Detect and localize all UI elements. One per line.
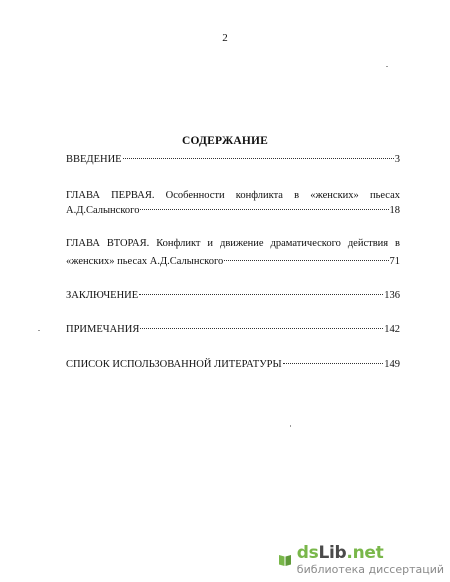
toc-entry-page: 136 bbox=[384, 290, 400, 301]
scan-speck bbox=[290, 425, 291, 427]
watermark-tagline: библиотека диссертаций bbox=[296, 563, 444, 576]
toc-entry-chapter-one bbox=[66, 189, 400, 218]
scan-speck bbox=[386, 66, 388, 67]
toc-entry-introduction bbox=[66, 153, 400, 167]
toc-entry-title-line1: ГЛАВА ВТОРАЯ. Конфликт и движение драматического действия в bbox=[66, 238, 400, 249]
book-icon bbox=[277, 552, 293, 568]
toc-entry-page: 71 bbox=[389, 256, 400, 267]
toc-entry-title-line2: А.Д.Салынского bbox=[66, 205, 140, 216]
toc-entry-title-line1: ГЛАВА ПЕРВАЯ. Особенности конфликта в «женских» пьесах bbox=[66, 190, 400, 201]
toc-leader-dots bbox=[139, 294, 383, 295]
toc-entry-bibliography bbox=[66, 358, 400, 372]
toc-heading: СОДЕРЖАНИЕ bbox=[181, 135, 269, 147]
toc-entry-chapter-two bbox=[66, 237, 400, 269]
toc-leader-dots bbox=[123, 158, 394, 159]
toc-entry-page: 149 bbox=[384, 359, 400, 370]
toc-entry-page: 18 bbox=[389, 205, 400, 216]
scan-speck bbox=[38, 330, 40, 331]
toc-leader-dots bbox=[140, 328, 383, 329]
toc-entry-page: 3 bbox=[394, 154, 400, 165]
toc-entry-notes bbox=[66, 323, 400, 337]
toc-leader-dots bbox=[140, 209, 388, 210]
watermark-logo: dsLib.net bbox=[296, 543, 384, 563]
watermark bbox=[277, 543, 444, 576]
toc-entry-conclusion bbox=[66, 289, 400, 303]
page-number: 2 bbox=[222, 32, 228, 44]
toc-entry-page: 142 bbox=[384, 324, 400, 335]
toc-entry-title: ЗАКЛЮЧЕНИЕ bbox=[66, 290, 139, 301]
toc-leader-dots bbox=[283, 363, 384, 364]
toc-entry-title: ВВЕДЕНИЕ bbox=[66, 154, 122, 165]
toc-entry-title: ПРИМЕЧАНИЯ bbox=[66, 324, 140, 335]
toc-entry-title: СПИСОК ИСПОЛЬЗОВАННОЙ ЛИТЕРАТУРЫ bbox=[66, 359, 282, 370]
toc-entry-title-line2: «женских» пьесах А.Д.Салынского bbox=[66, 256, 224, 267]
toc-leader-dots bbox=[224, 260, 388, 261]
